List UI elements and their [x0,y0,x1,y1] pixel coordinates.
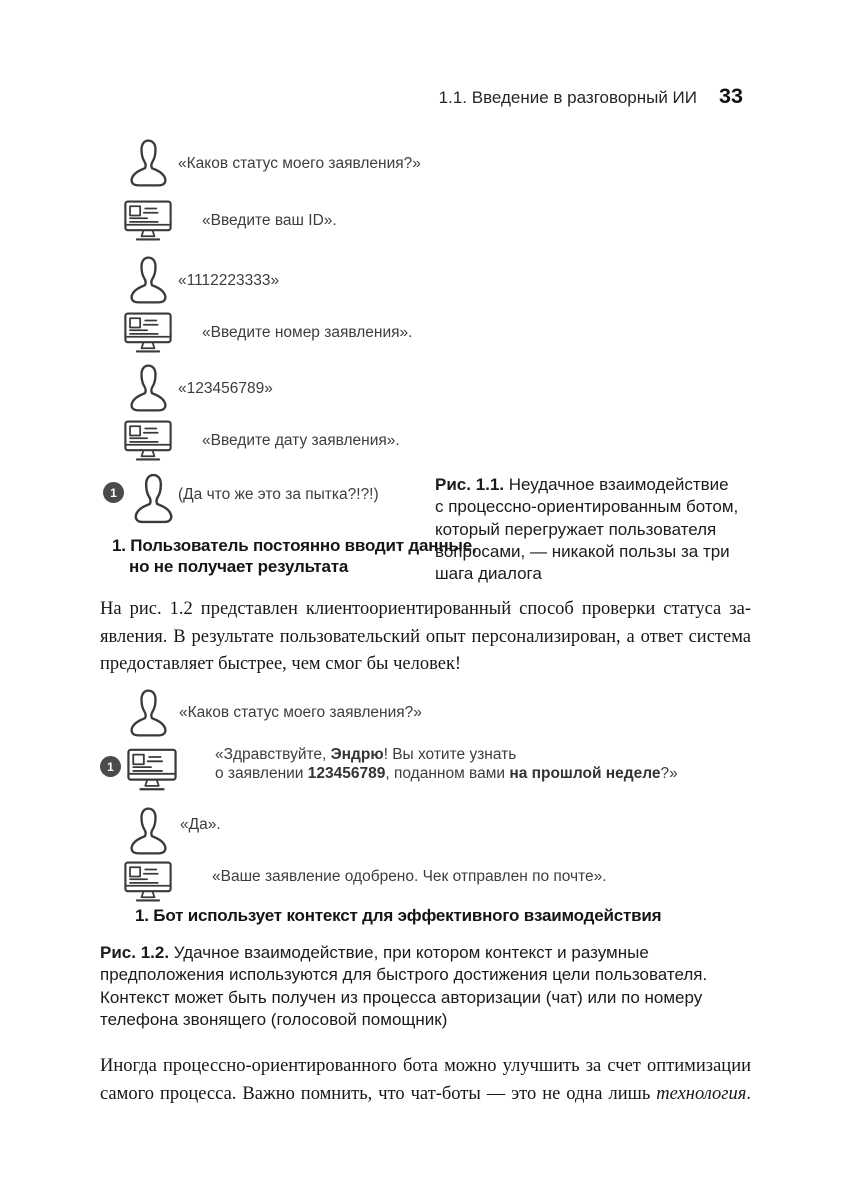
user-icon [128,254,169,306]
body-paragraph-2 [100,1053,751,1108]
figure2-caption [100,942,740,1031]
bot-line-1: «Здравствуйте, Эндрю! Вы хотите узнать [215,746,517,763]
caption-line: с процессно-ориентированным ботом, [435,497,739,517]
user-icon [128,137,169,189]
body-paragraph-1 [100,596,751,679]
computer-icon [124,419,172,463]
figure1-caption-text: Неудачное взаимодействие [504,475,729,494]
paragraph-line: Иногда процессно-ориентированного бота можно улучшить за счет оптимизации [100,1056,751,1076]
figure1-annotation-line2: но не получает результата [129,557,349,576]
callout-1-badge: 1 [103,482,124,503]
computer-icon [127,747,177,793]
figure1-caption-label: Рис. 1.1. [435,475,505,494]
dialog-user-line: (Да что же это за пытка?!?!) [178,486,379,503]
figure2-caption-label: Рис. 1.2. [100,943,170,962]
running-header: 1.1. Введение в разговорный ИИ [438,88,697,107]
figure1-caption [435,474,755,585]
dialog-user-line: «Каков статус моего заявления?» [179,704,422,721]
computer-icon [124,199,172,243]
user-icon [128,805,169,857]
caption-line: Контекст может быть получен из процесса авторизации (чат) или по номеру [100,987,703,1007]
caption-line: шага диалога [435,564,542,584]
caption-line: который перегружает пользователя [435,519,717,539]
caption-line: телефона звонящего (голосовой помощник) [100,1009,448,1029]
user-icon [128,362,169,414]
caption-line: вопросами, — никакой пользы за три [435,541,730,561]
callout-1-badge: 1 [100,756,121,777]
dialog-bot-line: «Введите ваш ID». [202,212,337,229]
user-icon [128,687,169,739]
dialog-bot-line: «Ваше заявление одобрено. Чек отправлен по почте». [212,868,607,885]
paragraph-line: явления. В результате пользовательский опыт персонализирован, а ответ система [100,626,751,647]
dialog-user-line: «Каков статус моего заявления?» [178,155,421,172]
dialog-bot-line: «Введите номер заявления». [202,324,413,341]
user-icon [132,471,175,526]
paragraph-line: На рис. 1.2 представлен клиентоориентированный способ проверки статуса за- [100,599,751,619]
caption-line [435,474,755,496]
page-number: 33 [719,84,743,108]
caption-line: предположения используются для быстрого достижения цели пользователя. [100,965,708,985]
dialog-bot-line: «Введите дату заявления». [202,432,400,449]
dialog-bot-line [215,745,678,783]
bot-line-2: о заявлении 123456789, поданном вами на прошлой неделе?» [215,765,678,782]
dialog-user-line: «123456789» [178,380,273,397]
dialog-user-line: «1112223333» [178,272,280,289]
computer-icon [124,860,172,904]
computer-icon [124,311,172,355]
dialog-user-line: «Да». [180,816,221,833]
caption-line [100,942,740,964]
figure2-annotation-line1: 1. Бот использует контекст для эффективного взаимодействия [135,906,662,925]
paragraph-line: предоставляет быстрее, чем смог бы человек! [100,654,462,674]
paragraph-line: самого процесса. Важно помнить, что чат-боты — это не одна лишь технология. [100,1083,751,1104]
figure2-caption-text: Удачное взаимодействие, при котором контекст и разумные [169,943,649,962]
figure1-annotation-line1: 1. Пользователь постоянно вводит данные, [112,536,477,555]
